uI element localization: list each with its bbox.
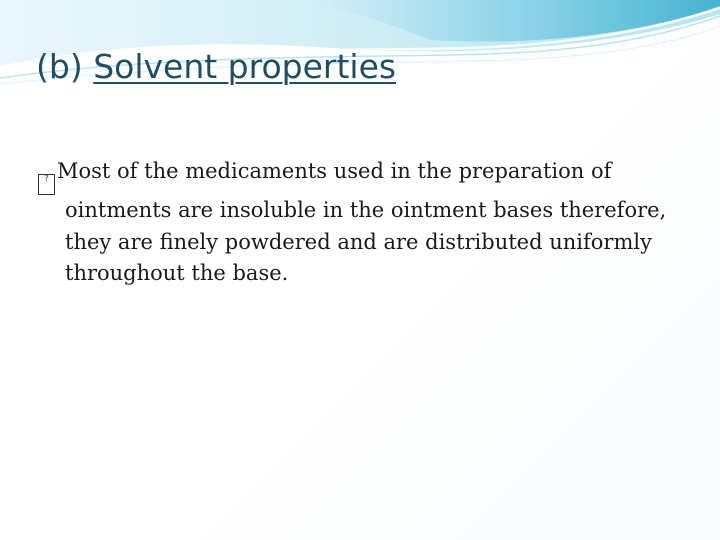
bullet-point-text: Most of the medicaments used in the preparation of ointments are insoluble in the ointment bases therefore, they are finely powdered and are distributed uniformly throughout the base. bbox=[57, 159, 667, 285]
bullet-point bbox=[38, 156, 678, 290]
missing-glyph-bullet-icon: ? bbox=[38, 174, 55, 195]
slide-title bbox=[36, 44, 396, 90]
title-underlined-text: Solvent properties bbox=[93, 47, 397, 86]
title-prefix: (b) bbox=[36, 47, 94, 86]
slide-body bbox=[38, 156, 678, 290]
